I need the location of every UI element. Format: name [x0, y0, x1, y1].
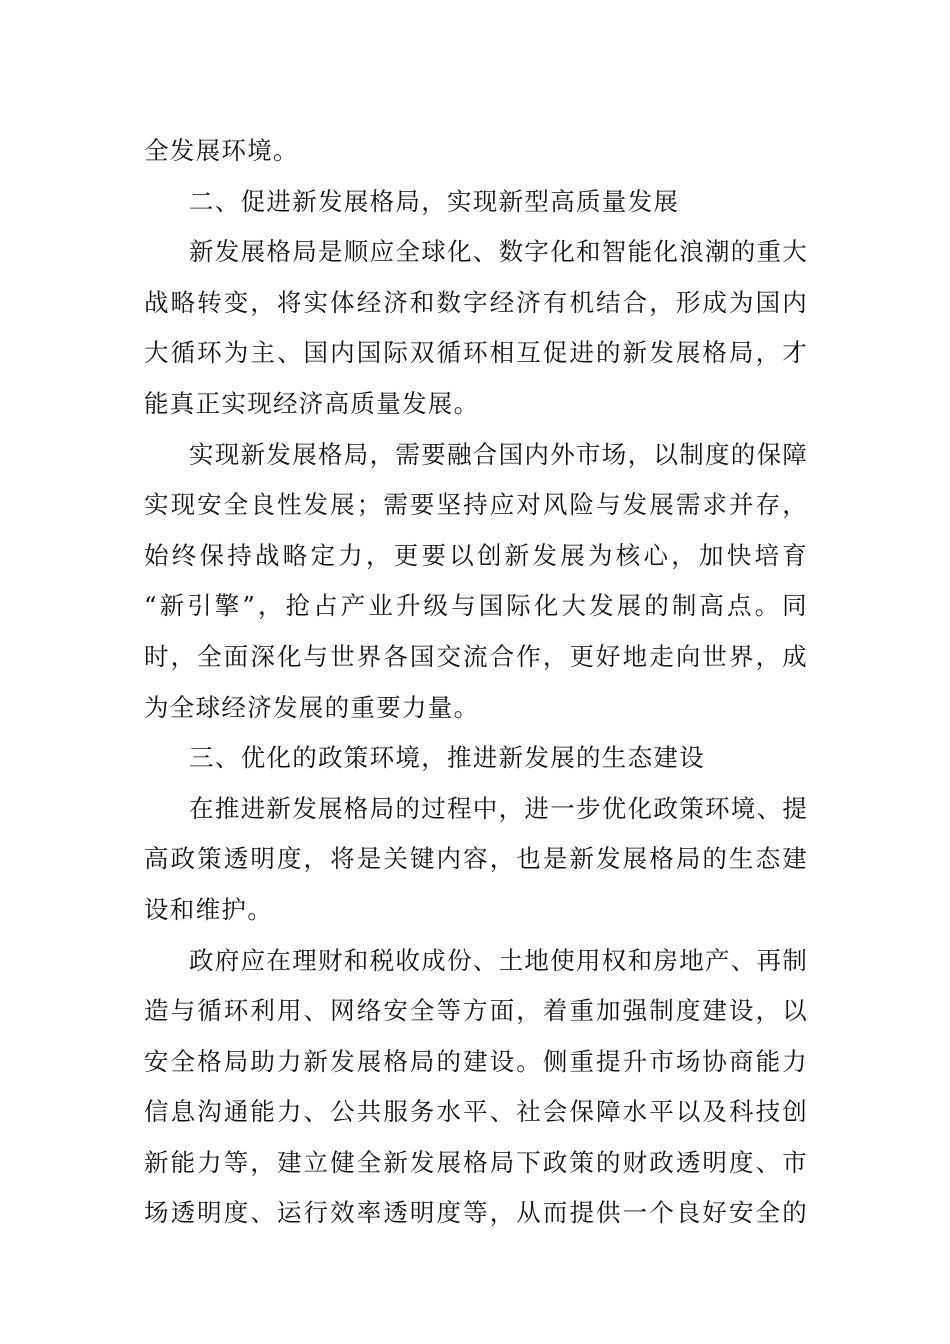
paragraph-line: 时，全面深化与世界各国交流合作，更好地走向世界，成	[144, 641, 808, 671]
section-heading-line: 二、促进新发展格局，实现新型高质量发展	[189, 186, 680, 216]
paragraph-line: 战略转变，将实体经济和数字经济有机结合，形成为国内	[144, 287, 808, 317]
paragraph-line: 为全球经济发展的重要力量。	[144, 692, 480, 722]
paragraph-line: 安全格局助力新发展格局的建设。侧重提升市场协商能力	[144, 1046, 808, 1076]
paragraph-line: “新引擎”，抢占产业升级与国际化大发展的制高点。同	[144, 591, 808, 621]
paragraph-line: 信息沟通能力、公共服务水平、社会保障水平以及科技创	[144, 1097, 808, 1127]
paragraph-line: 始终保持战略定力，更要以创新发展为核心，加快培育	[144, 540, 808, 570]
paragraph-line: 场透明度、运行效率透明度等，从而提供一个良好安全的	[144, 1198, 808, 1228]
paragraph-line: 政府应在理财和税收成份、土地使用权和房地产、再制	[189, 945, 808, 975]
paragraph-line: 新能力等，建立健全新发展格局下政策的财政透明度、市	[144, 1147, 808, 1177]
paragraph-line: 能真正实现经济高质量发展。	[144, 388, 480, 418]
document-body	[144, 126, 808, 1239]
paragraph-line: 新发展格局是顺应全球化、数字化和智能化浪潮的重大	[189, 237, 808, 267]
paragraph-line: 全发展环境。	[144, 136, 299, 165]
paragraph-line: 设和维护。	[144, 894, 273, 924]
paragraph-line: 实现安全良性发展；需要坚持应对风险与发展需求并存，	[144, 490, 808, 520]
paragraph-line: 实现新发展格局，需要融合国内外市场，以制度的保障	[189, 439, 808, 469]
paragraph-line: 在推进新发展格局的过程中，进一步优化政策环境、提	[189, 793, 808, 823]
section-heading-line: 三、优化的政策环境，推进新发展的生态建设	[189, 743, 705, 773]
paragraph-line: 大循环为主、国内国际双循环相互促进的新发展格局，才	[144, 338, 808, 368]
paragraph-line: 造与循环利用、网络安全等方面，着重加强制度建设，以	[144, 996, 808, 1026]
paragraph-line: 高政策透明度，将是关键内容，也是新发展格局的生态建	[144, 844, 808, 874]
